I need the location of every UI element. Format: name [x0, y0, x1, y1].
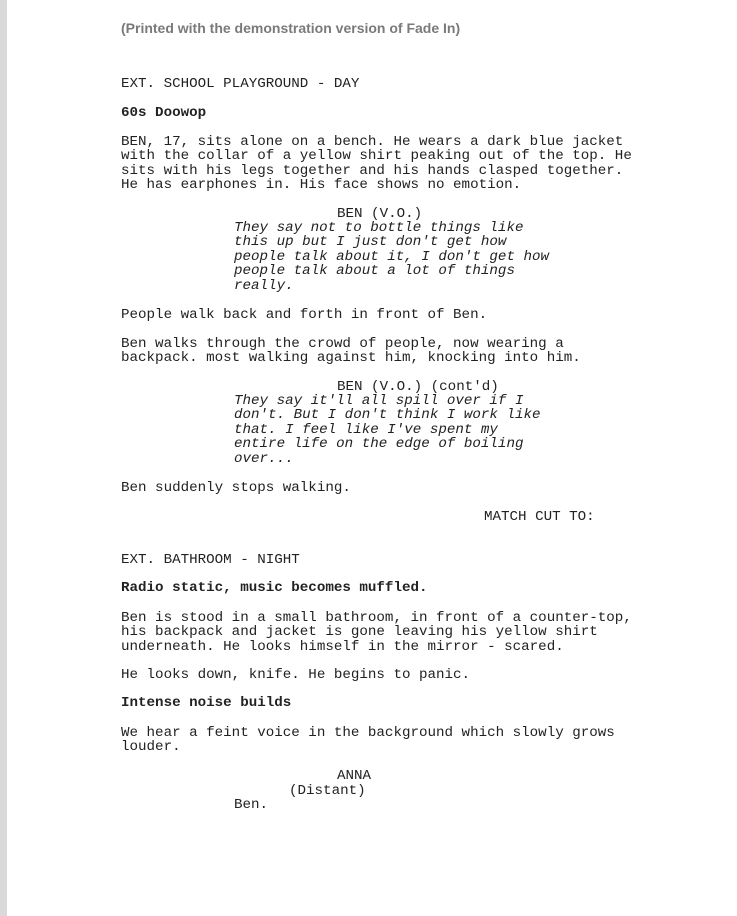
action-paragraph: Ben walks through the crowd of people, now wearing a backpack. most walking against him, knocking into him.: [121, 336, 581, 367]
scene-heading: EXT. BATHROOM - NIGHT: [121, 552, 300, 568]
character-name: BEN (V.O.): [337, 206, 423, 222]
dialogue-block: They say it'll all spill over if I don't. But I don't think I work like that. I feel like I've spent my entire life on the edge of boiling over...: [234, 393, 541, 467]
scene-heading: EXT. SCHOOL PLAYGROUND - DAY: [121, 76, 360, 92]
action-paragraph: People walk back and forth in front of Ben.: [121, 307, 488, 323]
dialogue-block: They say not to bottle things like this up but I just don't get how people talk about it, I don't get how people talk about a lot of things really.: [234, 220, 550, 294]
dialogue-block: Ben.: [234, 797, 269, 813]
action-paragraph: BEN, 17, sits alone on a bench. He wears a dark blue jacket with the collar of a yellow shirt peaking out of the top. He sits with his legs together and his hands clasped together. He has earphones in. His face shows no emotion.: [121, 134, 632, 194]
script-page: [7, 0, 737, 916]
action-paragraph: We hear a feint voice in the background which slowly grows louder.: [121, 725, 615, 756]
demo-watermark-note: (Printed with the demonstration version of Fade In): [121, 20, 461, 36]
action-paragraph: Ben suddenly stops walking.: [121, 480, 351, 496]
action-paragraph: Ben is stood in a small bathroom, in front of a counter-top, his backpack and jacket is gone leaving his yellow shirt underneath. He looks himself in the mirror - scared.: [121, 610, 632, 655]
transition: MATCH CUT TO:: [484, 509, 595, 525]
character-name: BEN (V.O.) (cont'd): [337, 379, 499, 395]
sound-cue: Intense noise builds: [121, 695, 292, 711]
action-paragraph: He looks down, knife. He begins to panic.: [121, 667, 471, 683]
parenthetical: (Distant): [289, 783, 366, 799]
page-left-border: [0, 0, 7, 916]
music-cue: 60s Doowop: [121, 105, 207, 121]
sound-cue: Radio static, music becomes muffled.: [121, 580, 428, 596]
character-name: ANNA: [337, 768, 372, 784]
